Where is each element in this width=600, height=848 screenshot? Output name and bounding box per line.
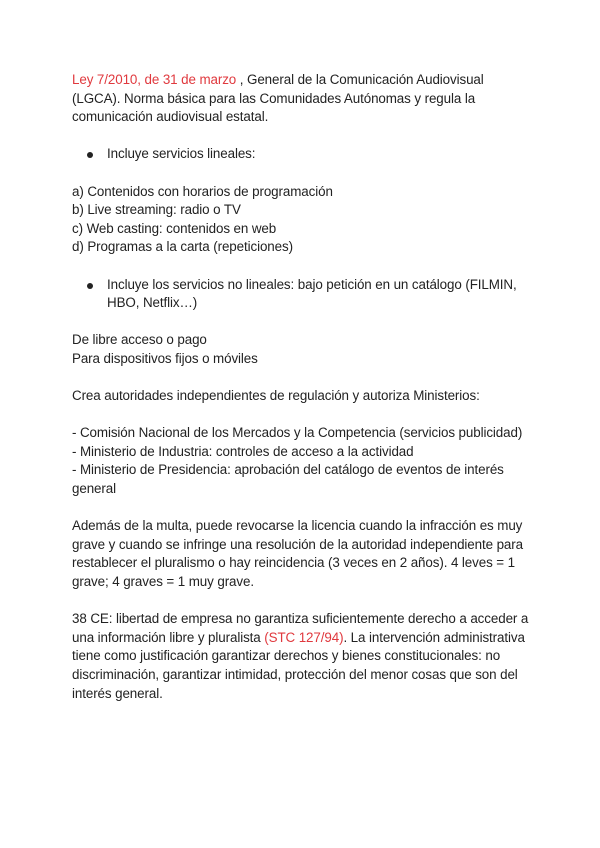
- list-item: d) Programas a la carta (repeticiones): [72, 239, 293, 255]
- ce38-text-before: 38 CE: libertad de empresa no garantiza suficientemente derecho a acceder a una información libre y pluralista: [72, 611, 529, 645]
- spacer: [72, 257, 532, 276]
- access-line: De libre acceso o pago: [72, 332, 207, 348]
- spacer: [72, 127, 532, 146]
- document-page: [72, 71, 532, 703]
- intro-text: , General de la Comunicación Audiovisual (LGCA). Norma básica para las Comunidades Autónomas y regula la comunicación audiovisual estatal.: [72, 72, 484, 125]
- ce38-text-after: . La intervención administrativa tiene como justificación garantizar derechos y bienes constitucionales: no discriminación, garantizar intimidad, protección del menor cosas que son del interés general.: [72, 629, 525, 701]
- authority-item: - Ministerio de Presidencia: aprobación del catálogo de eventos de interés general: [72, 462, 504, 497]
- sanctions-paragraph: Además de la multa, puede revocarse la licencia cuando la infracción es muy grave y cuando se infringe una resolución de la autoridad independiente para restablecer el pluralismo o hay reincidencia (3 veces en 2 años). 4 leves = 1 grave; 4 graves = 1 muy grave.: [72, 518, 523, 590]
- spacer: [72, 164, 532, 183]
- list-item: a) Contenidos con horarios de programación: [72, 183, 333, 199]
- bullet-no-lineales-text: Incluye los servicios no lineales: bajo petición en un catálogo (FILMIN, HBO, Netflix…): [107, 276, 517, 311]
- bullet-no-lineales: [72, 276, 532, 313]
- intro-paragraph: [72, 71, 532, 127]
- authority-item: - Comisión Nacional de los Mercados y la Competencia (servicios publicidad): [72, 425, 523, 441]
- spacer: [72, 369, 532, 388]
- authority-item: - Ministerio de Industria: controles de acceso a la actividad: [72, 443, 414, 459]
- list-item: b) Live streaming: radio o TV: [72, 202, 241, 218]
- bullet-lineales: [72, 145, 532, 164]
- ce38-paragraph: [72, 610, 532, 703]
- stc-reference-link[interactable]: (STC 127/94): [264, 629, 344, 645]
- spacer: [72, 499, 532, 518]
- list-item: c) Web casting: contenidos en web: [72, 220, 277, 236]
- spacer: [72, 313, 532, 332]
- bullet-lineales-text: Incluye servicios lineales:: [107, 146, 256, 162]
- spacer: [72, 592, 532, 611]
- law-reference-link[interactable]: Ley 7/2010, de 31 de marzo: [72, 72, 237, 87]
- spacer: [72, 406, 532, 425]
- authorities-intro: Crea autoridades independientes de regulación y autoriza Ministerios:: [72, 388, 480, 404]
- bullet-dot-icon: [87, 152, 93, 158]
- bullet-dot-icon: [87, 283, 93, 289]
- access-line: Para dispositivos fijos o móviles: [72, 350, 258, 366]
